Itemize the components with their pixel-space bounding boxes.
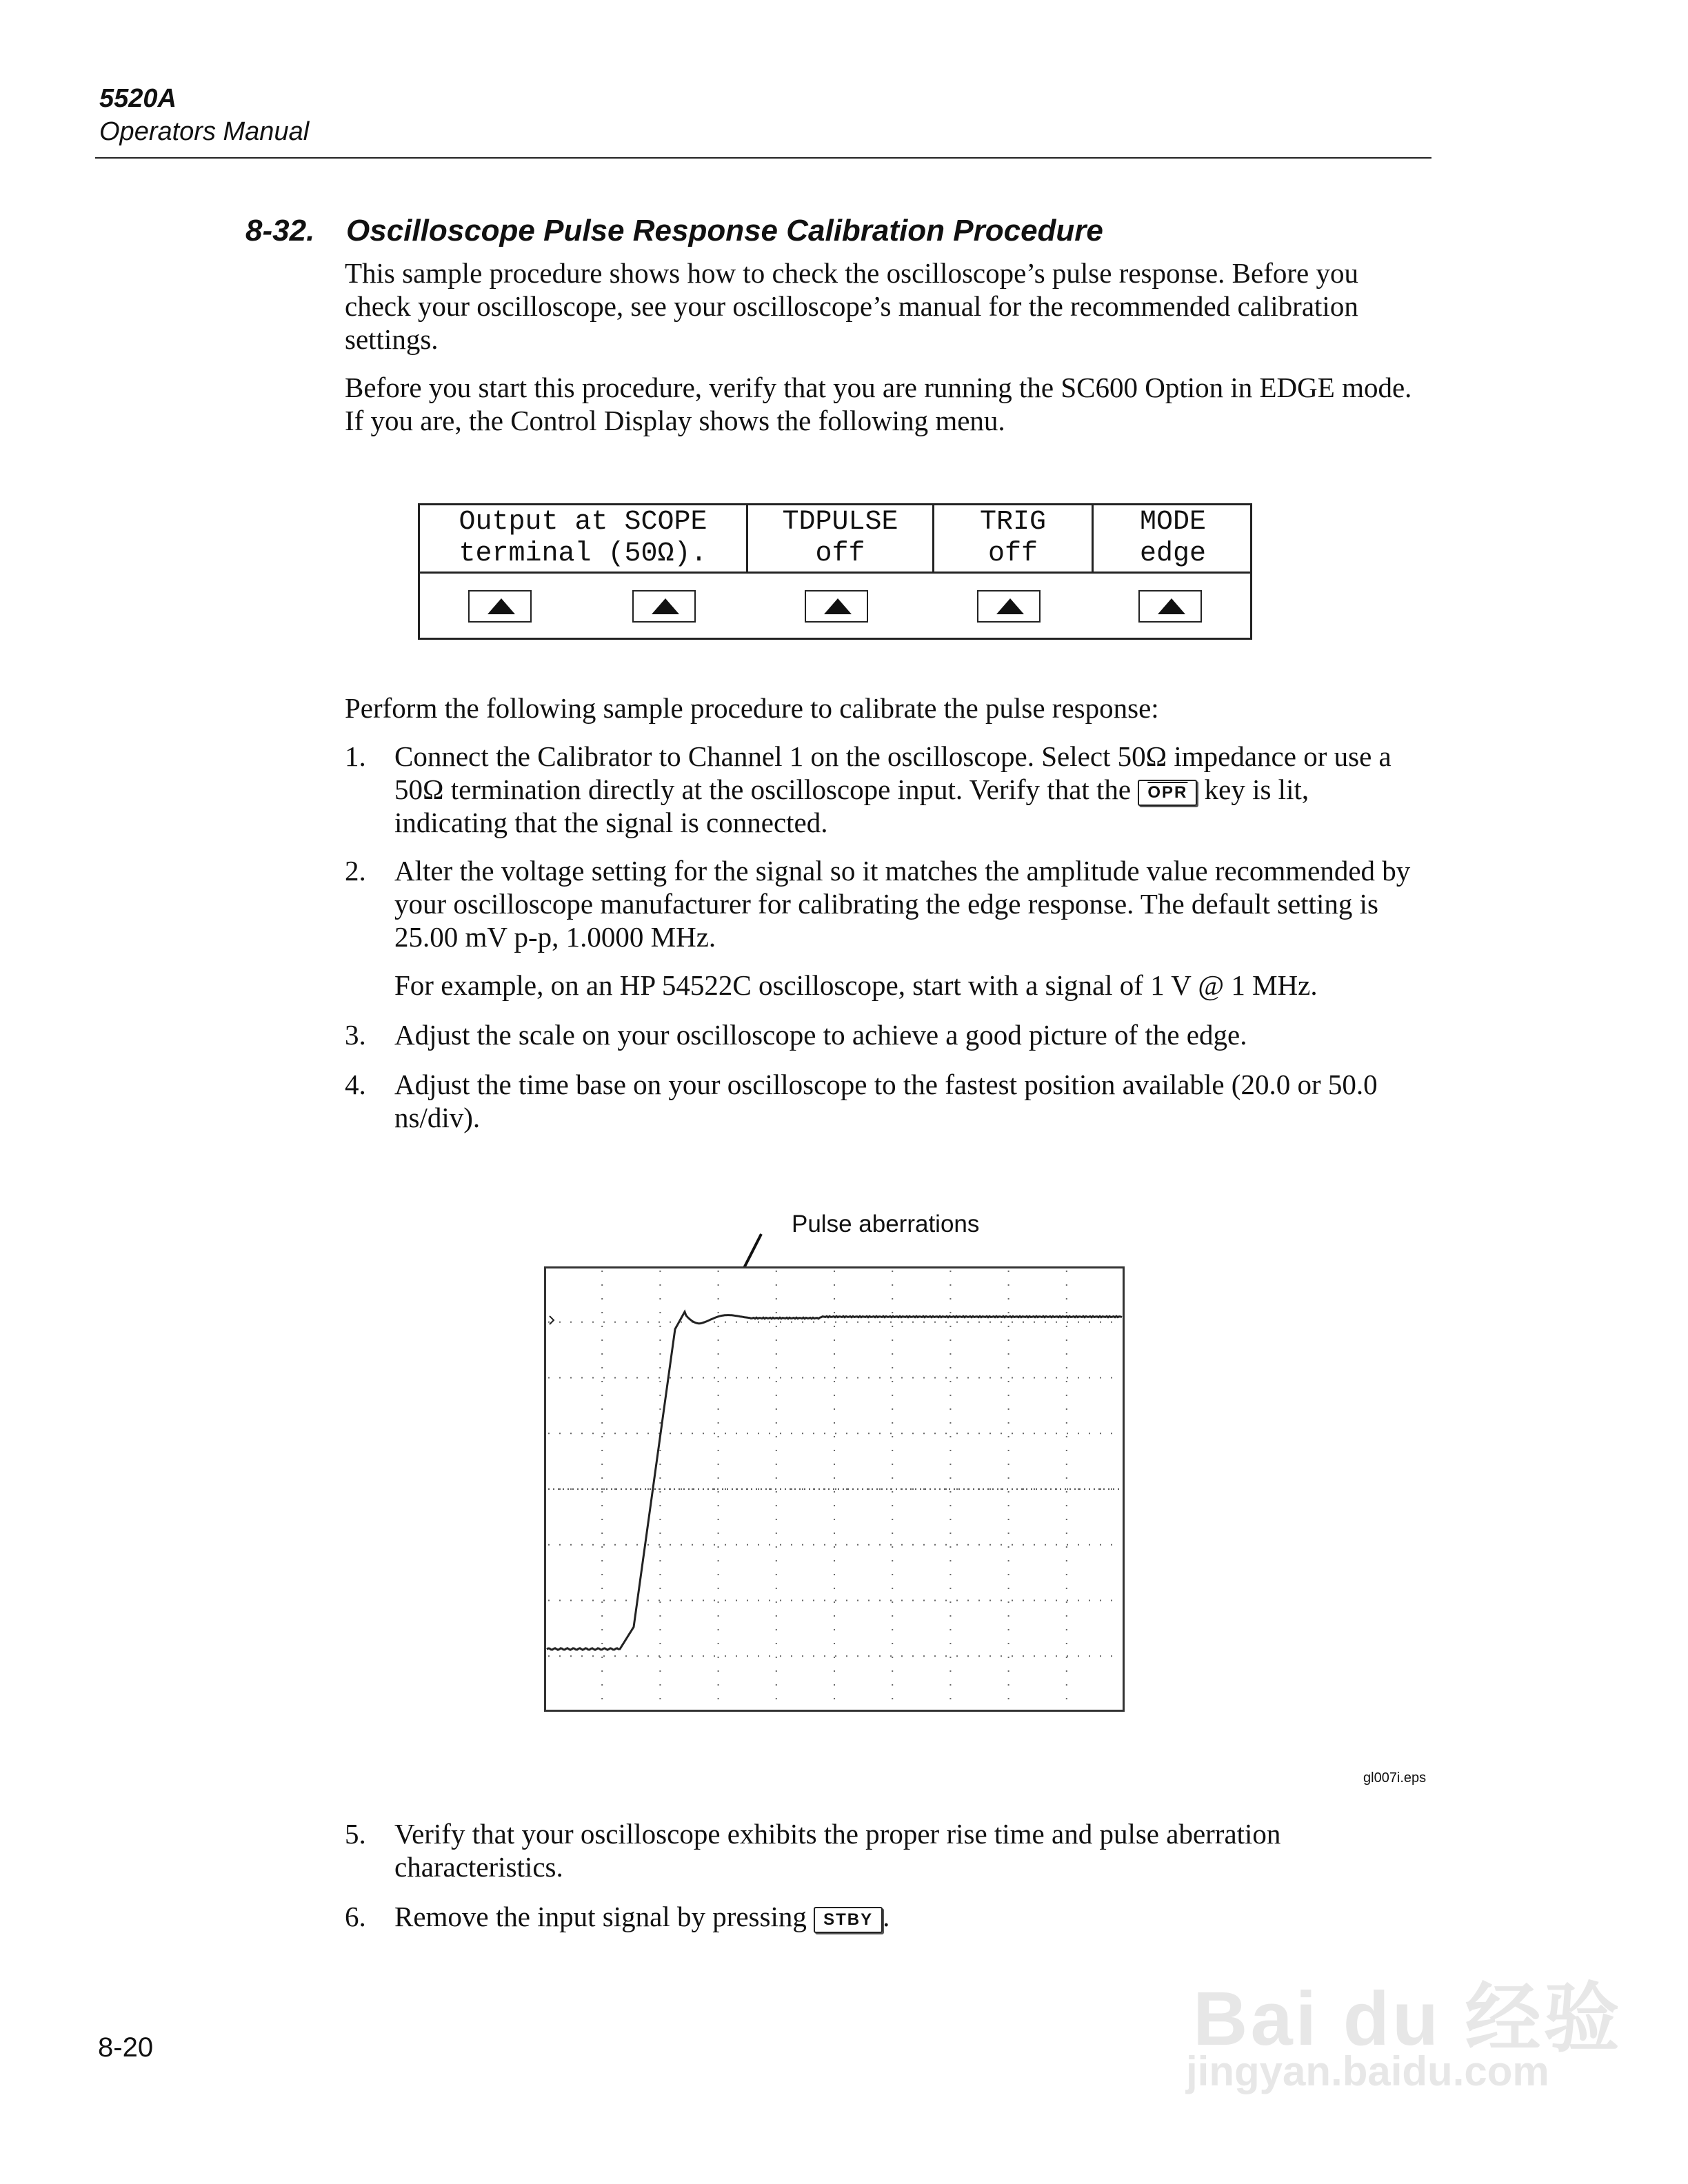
control-display-menu (420, 505, 1250, 574)
menu-cell-mode (1092, 505, 1252, 572)
menu-cell-trig (932, 505, 1092, 572)
page-number: 8-20 (98, 2032, 154, 2063)
softkey-5[interactable] (1138, 590, 1202, 623)
up-triangle-icon (652, 598, 679, 614)
menu-cell-line: Output at SCOPE (459, 507, 707, 538)
menu-cell-line: terminal (50Ω). (459, 538, 707, 569)
section-title: Oscilloscope Pulse Response Calibration Procedure (346, 214, 1103, 247)
step-text-after: . (883, 1901, 890, 1932)
step-example (345, 969, 1420, 1002)
step-text: Adjust the scale on your oscilloscope to achieve a good picture of the edge. (394, 1019, 1247, 1051)
step-number: 4. (345, 1069, 366, 1100)
opr-key-label: $\overline{OPR}$ (1147, 783, 1188, 802)
step-text: Alter the voltage setting for the signal so it matches the amplitude value recommended by your oscilloscope manufacturer for calibrating the edge response. The default setting is 25.00 mV p-p, 1.0000 MHz. (394, 855, 1411, 953)
softkey-1[interactable] (468, 590, 532, 623)
opr-key (1138, 780, 1197, 806)
document-manual-title: Operators Manual (99, 117, 310, 146)
menu-cell-line: TDPULSE (782, 507, 898, 538)
softkey-2[interactable] (632, 590, 696, 623)
step-text-after: key is lit, indicating that the signal is connected. (394, 774, 1309, 838)
softkey-3[interactable] (805, 590, 868, 623)
step-number: 3. (345, 1019, 366, 1051)
step-text-before: Connect the Calibrator to Channel 1 on the oscilloscope. Select 50Ω impedance or use a 50Ω termination directly at the oscilloscope input. Verify that the (394, 740, 1391, 805)
menu-cell-tdpulse (746, 505, 932, 572)
step-example-text: For example, on an HP 54522C oscilloscope, start with a signal of 1 V @ 1 MHz. (394, 969, 1318, 1001)
menu-cell-line: off (987, 538, 1038, 569)
step-text: Verify that your oscilloscope exhibits the proper rise time and pulse aberration characteristics. (394, 1818, 1281, 1883)
figure-file-id: gl007i.eps (1363, 1770, 1427, 1786)
document-model: 5520A (99, 84, 177, 113)
menu-cell-line: edge (1139, 538, 1206, 569)
step-number: 1. (345, 740, 366, 772)
control-display (418, 503, 1252, 640)
list-item (345, 1018, 1420, 1051)
up-triangle-icon (824, 598, 852, 614)
menu-cell-output (420, 505, 746, 572)
softkey-4[interactable] (977, 590, 1041, 623)
perform-paragraph: Perform the following sample procedure to calibrate the pulse response: (345, 692, 1159, 724)
menu-cell-line: TRIG (979, 507, 1046, 538)
watermark-main: Bai du 经验 (1193, 1976, 1622, 2061)
list-item (345, 1068, 1420, 1134)
step-text: Adjust the time base on your oscilloscope to the fastest position available (20.0 or 50.0 ns/div). (394, 1069, 1378, 1133)
baidu-watermark (1165, 1910, 1622, 2116)
list-item (345, 854, 1420, 953)
menu-cell-line: off (815, 538, 865, 569)
section-number: 8-32. (245, 214, 315, 247)
intro-paragraph: This sample procedure shows how to check the oscilloscope’s pulse response. Before you check your oscilloscope, see your oscilloscope’s manual for the recommended calibration settings. (345, 257, 1358, 355)
up-triangle-icon (996, 598, 1024, 614)
step-number: 5. (345, 1818, 366, 1850)
step-number: 2. (345, 855, 366, 887)
oscilloscope-screen (544, 1266, 1125, 1712)
up-triangle-icon (1158, 598, 1185, 614)
stby-key-label: STBY (823, 1910, 874, 1929)
watermark-url: jingyan.baidu.com (1186, 2048, 1549, 2094)
list-item (345, 740, 1420, 839)
figure-annotation: Pulse aberrations (792, 1211, 980, 1237)
step-text-before: Remove the input signal by pressing (394, 1901, 807, 1932)
step-number: 6. (345, 1901, 366, 1932)
verify-paragraph: Before you start this procedure, verify that you are running the SC600 Option in EDGE mode. If you are, the Control Display shows the following menu. (345, 372, 1412, 436)
step-text (394, 740, 1420, 839)
up-triangle-icon (488, 598, 515, 614)
stby-key (814, 1907, 883, 1933)
section-heading (245, 214, 1103, 248)
list-item (345, 1817, 1420, 1883)
header-rule (95, 157, 1431, 159)
menu-cell-line: MODE (1139, 507, 1206, 538)
